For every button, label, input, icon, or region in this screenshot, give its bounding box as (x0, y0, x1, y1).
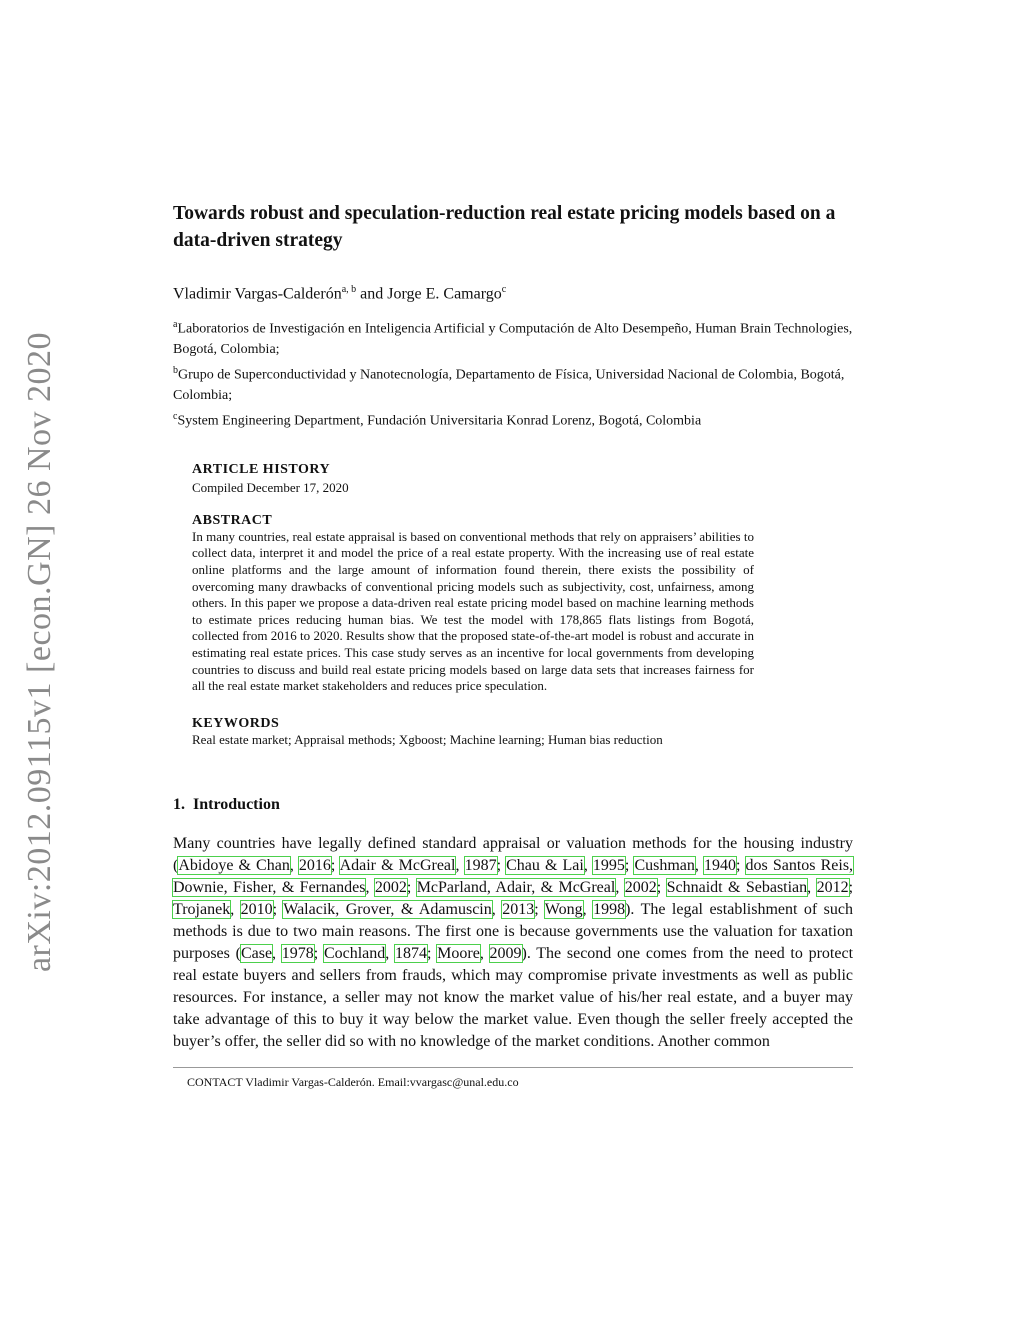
citation-link[interactable]: dos Santos Reis, Downie, Fisher, & Fernandes (173, 857, 854, 897)
abstract (192, 513, 754, 695)
citation-link[interactable]: Moore (437, 945, 480, 963)
abstract-heading: ABSTRACT (192, 512, 273, 528)
citation-year-link[interactable]: 1874 (394, 945, 427, 963)
paper-title: Towards robust and speculation-reduction real estate pricing models based on a data-driven strategy (173, 203, 836, 251)
keywords-text: Real estate market; Appraisal methods; Xgboost; Machine learning; Human bias reduction (192, 731, 663, 747)
citation-separator: , (582, 901, 594, 919)
affiliation-mark: a (173, 319, 178, 331)
keywords-heading: KEYWORDS (192, 715, 280, 731)
citation-year-link[interactable]: 1978 (281, 945, 314, 963)
author-name: Vladimir Vargas-Calderón (173, 285, 342, 303)
body-text-segment: ). The legal establishment of such methods is due to two main reasons. The first one is because governments use the valuation for taxation purposes ( (173, 901, 853, 963)
citation-separator: ; (534, 901, 545, 919)
arxiv-identifier: arXiv:2012.09115v1 [econ.GN] 26 Nov 2020 (21, 331, 58, 973)
footnote-rule (173, 1067, 853, 1068)
citation-link[interactable]: Trojanek (173, 901, 231, 919)
citation-separator: ; (272, 901, 284, 919)
citation-year-link[interactable]: 2016 (298, 857, 331, 875)
citation-separator: , (455, 857, 465, 875)
section-heading (173, 796, 853, 814)
affiliation-text: Grupo de Superconductividad y Nanotecnología, Departamento de Física, Universidad Nacional de Colombia, Bogotá, Colombia; (173, 367, 845, 404)
citation-separator: ; (736, 857, 746, 875)
affiliation-mark: b (173, 364, 178, 376)
citation-separator: ; (496, 857, 507, 875)
affiliation-item (173, 361, 853, 407)
intro-paragraph (173, 833, 853, 1053)
citation-link[interactable]: Cushman (634, 857, 695, 875)
citation-separator: ; (624, 857, 635, 875)
citation-year-link[interactable]: 2002 (624, 879, 657, 897)
citation-separator: , (272, 945, 282, 963)
affiliation-text: System Engineering Department, Fundación Universitaria Konrad Lorenz, Bogotá, Colombia (177, 413, 702, 429)
citation-year-link[interactable]: 2013 (502, 901, 535, 919)
citation-separator: ; (426, 945, 438, 963)
arxiv-side-stamp (16, 322, 64, 982)
affiliation-item (173, 407, 853, 432)
body-text-segment: Many countries have legally defined standard appraisal or valuation methods for the housing industry ( (173, 835, 853, 875)
author-affil-mark: a, b (341, 284, 357, 295)
citation-separator: ; (330, 857, 340, 875)
affiliation-mark: c (173, 410, 178, 422)
citation-link[interactable]: Chau & Lai (506, 857, 584, 875)
body-text-segment: ). The second one comes from the need to protect real estate buyers and sellers from frauds, which may compromise private investments as well as public resources. For instance, a seller may not know the market value of his/her real estate, and a buyer may take advantage of this to buy it way below the market value. Even though the seller freely accepted the buyer’s offer, the seller did so with no knowledge of the market conditions. Another common (173, 945, 854, 1051)
citation-year-link[interactable]: 1995 (592, 857, 625, 875)
article-history-heading: ARTICLE HISTORY (192, 461, 331, 477)
contact-footnote: CONTACT Vladimir Vargas-Calderón. Email:vvargasc@unal.edu.co (187, 1075, 519, 1090)
citation-separator: , (289, 857, 299, 875)
citation-separator: , (365, 879, 375, 897)
citation-separator: , (694, 857, 704, 875)
citation-separator: , (230, 901, 241, 919)
article-history (192, 462, 754, 496)
citation-year-link[interactable]: 2010 (240, 901, 273, 919)
citation-year-link[interactable]: 2002 (374, 879, 407, 897)
citation-separator: ; (656, 879, 667, 897)
author-line (173, 284, 853, 303)
citation-year-link[interactable]: 2009 (489, 945, 522, 963)
citation-year-link[interactable]: 1987 (464, 857, 497, 875)
affiliations (173, 315, 853, 431)
citation-link[interactable]: Abidoye & Chan (178, 857, 290, 875)
citation-separator: ; (848, 879, 854, 897)
citation-link[interactable]: Walacik, Grover, & Adamuscin (283, 901, 492, 919)
citation-separator: , (807, 879, 817, 897)
citation-separator: , (583, 857, 593, 875)
citation-separator: , (385, 945, 395, 963)
citation-link[interactable]: McParland, Adair, & McGreal (416, 879, 616, 897)
citation-link[interactable]: Wong (544, 901, 583, 919)
citation-year-link[interactable]: 1940 (704, 857, 736, 875)
citation-link[interactable]: Adair & McGreal (339, 857, 456, 875)
author-affil-mark: c (501, 284, 507, 295)
citation-separator: ; (313, 945, 324, 963)
citation-separator: ; (406, 879, 417, 897)
section-title: Introduction (193, 796, 280, 814)
citation-link[interactable]: Cochland (323, 945, 386, 963)
abstract-text: In many countries, real estate appraisal is based on conventional methods that rely on appraisers’ abilities to collect data, interpret it and model the price of a real estate property. With the increasing use of real estate online platforms and the large amount of information found therein, there exists the possibility of overcoming many drawbacks of conventional pricing models such as subjectivity, cost, unfairness, among others. In this paper we propose a data-driven real estate pricing model based on machine learning methods to estimate prices reducing human bias. We test the model with 178,865 flats listings from Bogotá, collected from 2016 to 2020. Results show that the proposed state-of-the-art model is robust and accurate in estimating real estate prices. This case study serves as an incentive for local governments from developing countries to discuss and build real estate pricing models based on large data sets that increases fairness for all the real estate market stakeholders and reduces price speculation. (192, 528, 754, 694)
citation-separator: , (615, 879, 625, 897)
affiliation-item (173, 315, 853, 361)
author-conjunction: and (356, 285, 388, 303)
section-number: 1. (173, 796, 185, 814)
affiliation-text: Laboratorios de Investigación en Inteligencia Artificial y Computación de Alto Desempeño, Human Brain Technologies, Bogotá, Colombia; (173, 321, 853, 358)
keywords (192, 716, 754, 749)
compiled-date: Compiled December 17, 2020 (192, 479, 349, 495)
citation-year-link[interactable]: 2012 (816, 879, 849, 897)
paper-page (173, 200, 853, 1090)
citation-link[interactable]: Schnaidt & Sebastian (666, 879, 808, 897)
citation-separator: , (479, 945, 490, 963)
citation-link[interactable]: Case (240, 945, 273, 963)
citation-year-link[interactable]: 1998 (593, 901, 626, 919)
author-name: Jorge E. Camargo (387, 285, 502, 303)
citation-separator: , (491, 901, 503, 919)
